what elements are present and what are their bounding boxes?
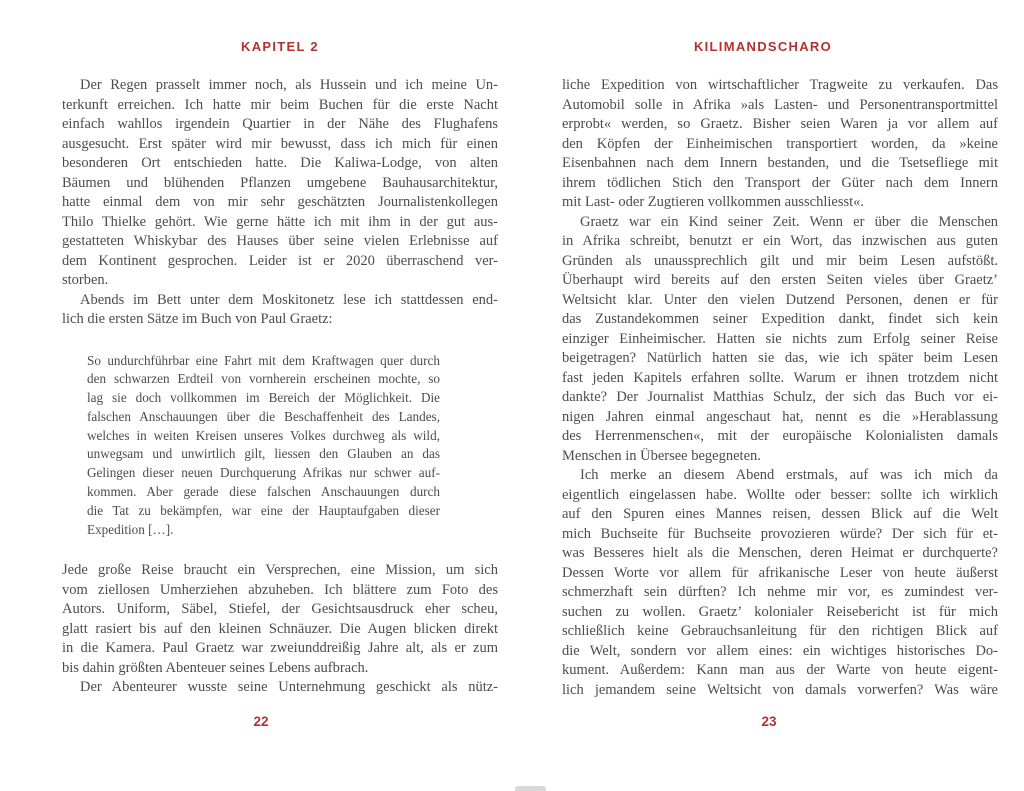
- text-line: Gelingen dieser neuen Durchquerung Afrikas nur schwer auf-: [87, 465, 440, 481]
- text-line: lich jemandem seine Weltsicht von damals vorwerfen? Was wäre: [562, 681, 998, 698]
- text-line: die Tat zu bekämpfen, war eine der Hauptaufgaben dieser: [87, 502, 440, 518]
- text-line: lag sie doch vollkommen im Bereich der Möglichkeit. Die: [87, 390, 440, 406]
- text-line: Expedition […].: [87, 521, 174, 537]
- text-line: den schwarzen Erdteil von vornherein erscheinen mochte, so: [87, 371, 440, 387]
- text-line: welches in weiten Kreisen unseres Volkes durchweg als wild,: [87, 427, 440, 443]
- text-line: Überhaupt wird bereits auf den ersten Seiten vieles über Graetz’: [562, 272, 998, 288]
- paragraph: [562, 466, 998, 700]
- text-line: falschen Anschauungen über die Beschaffenheit des Landes,: [87, 408, 440, 424]
- text-line: storben.: [62, 272, 109, 288]
- text-line: unwegsam und unwirtlich gilt, liessen den Glauben an das: [87, 446, 440, 462]
- text-line: fast jeden Kapitels erfahren sollte. Warum er ihnen trotzdem nicht: [562, 369, 998, 386]
- page-text-right: [562, 76, 998, 700]
- text-line: ihrem tödlichen Stich den Transport der Güter nach dem Innern: [562, 174, 998, 191]
- paragraph: [562, 213, 998, 467]
- text-line: vom ziellosen Umherziehen abzuheben. Ich blättere zum Foto des: [62, 581, 498, 598]
- text-line: Dessen Worte vor allem für afrikanische Leser von heute äußerst: [562, 564, 998, 581]
- reader-drag-handle[interactable]: [515, 786, 546, 791]
- text-line: gestatteten Whiskybar des Hauses über seine vielen Erlebnisse auf: [62, 233, 498, 249]
- text-line: Der Regen prasselt immer noch, als Hussein und ich meine Un-: [80, 77, 498, 93]
- text-line: was Besseres hielt als die Menschen, deren Heimat er durchquerte?: [562, 545, 998, 561]
- text-line: Eisenbahnen nach dem Innern bestanden, und die Tsetsefliege mit: [562, 155, 998, 171]
- text-line: dankte? Der Journalist Matthias Schulz, der sich das Buch vor ei-: [562, 389, 998, 405]
- paragraph: [62, 561, 498, 678]
- text-line: schmerzhaft sein dürften? Ich nehme mir vor, es zumindest ver-: [562, 584, 998, 600]
- running-head-title: KILIMANDSCHARO: [693, 39, 833, 54]
- text-line: glatt rasiert bis auf den kleinen Schnäuzer. Die Augen blicken direkt: [62, 620, 498, 637]
- text-line: So undurchführbar eine Fahrt mit dem Kraftwagen quer durch: [87, 352, 440, 368]
- text-line: Gründen als unaussprechlich gilt und mir beim Lesen aufstößt.: [562, 252, 998, 269]
- text-line: auf den Spuren eines Mannes reisen, dessen Blick auf die Welt: [562, 506, 998, 522]
- text-line: einziger Einheimischer. Hatten sie nichts zum Erfolg seiner Reise: [562, 330, 998, 347]
- text-line: besonderen Ort entschieden hatte. Die Kaliwa-Lodge, von alten: [62, 155, 498, 171]
- paragraph: [62, 76, 498, 291]
- text-line: Der Abenteurer wusste seine Unternehmung geschickt als nütz-: [80, 679, 498, 696]
- text-line: Automobil solle in Afrika »als Lasten- und Personentransportmittel: [562, 96, 998, 113]
- text-line: dem Kontinent gesprochen. Leider ist er 2020 überraschend ver-: [62, 252, 498, 269]
- book-page-left: [62, 0, 498, 791]
- text-line: mich Buchseite für Buchseite provozieren würde? Der sich für et-: [562, 525, 998, 542]
- running-head-chapter: KAPITEL 2: [241, 39, 319, 54]
- text-line: Jede große Reise braucht ein Versprechen, eine Mission, um sich: [62, 562, 498, 579]
- text-line: in die Kamera. Paul Graetz war zweiunddreißig Jahre alt, als er zum: [62, 640, 498, 657]
- text-line: lich die ersten Sätze im Buch von Paul Graetz:: [62, 311, 333, 327]
- text-line: Menschen in Übersee begegneten.: [562, 447, 761, 464]
- text-line: terkunft erreichen. Ich hatte mir beim Buchen für die erste Nacht: [62, 96, 498, 113]
- page-text-left: [62, 76, 498, 698]
- text-line: erprobt« werden, so Graetz. Bisher seien Waren ja vor allem auf: [562, 116, 998, 132]
- text-line: Abends im Bett unter dem Moskitonetz lese ich stattdessen end-: [80, 291, 498, 308]
- text-line: die Welt, sondern vor allem eines: ein wichtiges historisches Do-: [562, 642, 998, 659]
- text-line: mit Last- oder Zugtieren vollkommen ausschliesst«.: [562, 194, 865, 210]
- text-line: einfach wahllos irgendein Quartier in der Nähe des Flughafens: [62, 116, 498, 132]
- text-line: beigetragen? Natürlich hatten sie das, wie ich später beim Lesen: [562, 350, 998, 366]
- text-line: Thilo Thielke gehört. Wie gerne hätte ich mit ihm in der gut aus-: [62, 213, 498, 230]
- text-line: Autors. Uniform, Säbel, Stiefel, der Gesichtsausdruck eher scheu,: [62, 601, 498, 618]
- text-line: suchen zu wollen. Graetz’ kolonialer Reisebericht ist für mich: [562, 603, 998, 620]
- text-line: ausgesucht. Erst später wird mir bewusst, dass ich mich für einen: [62, 135, 498, 152]
- text-line: liche Expedition von wirtschaftlicher Tragweite zu verkaufen. Das: [562, 77, 998, 93]
- text-line: des Herrenmenschen«, mit der europäische Kolonialisten damals: [562, 428, 998, 444]
- text-line: kommen. Aber gerade diese falschen Anschauungen durch: [87, 484, 440, 500]
- text-line: schließlich keine Gebrauchsanleitung für den richtigen Blick auf: [562, 623, 998, 639]
- page-number-right: 23: [761, 714, 777, 729]
- text-line: eigentlich eingelassen habe. Wollte oder besser: sollte ich wirklich: [562, 486, 998, 503]
- paragraph: [562, 76, 998, 213]
- block-quote: [87, 352, 440, 540]
- text-line: Graetz war ein Kind seiner Zeit. Wenn er über die Menschen: [580, 213, 998, 230]
- text-line: das Zustandekommen seiner Expedition dankt, findet sich kein: [562, 311, 998, 327]
- text-line: kument. Außerdem: Kann man aus der Warte von heute eigent-: [562, 662, 998, 678]
- page-number-left: 22: [253, 714, 269, 729]
- paragraph: [62, 291, 498, 330]
- text-line: den Köpfen der Einheimischen transportiert worden, da »keine: [562, 135, 998, 152]
- paragraph: [62, 678, 498, 698]
- text-line: in Afrika schreibt, benutzt er ein Wort, das inzwischen aus guten: [562, 233, 998, 249]
- text-line: nigen Jahren einmal angeschaut hat, nennt es die »Herablassung: [562, 408, 998, 425]
- text-line: Bäumen und blühenden Pflanzen umgebene Bauhausarchitektur,: [62, 174, 498, 191]
- text-line: bis dahin größten Abenteuer seines Lebens aufbrach.: [62, 659, 369, 676]
- book-page-right: [562, 0, 998, 791]
- text-line: Ich merke an diesem Abend erstmals, auf was ich mich da: [580, 467, 998, 483]
- text-line: Weltsicht klar. Unter den vielen Dutzend Personen, denen er für: [562, 291, 998, 308]
- text-line: hatte einmal dem von mir sehr geschätzten Journalistenkollegen: [62, 194, 498, 210]
